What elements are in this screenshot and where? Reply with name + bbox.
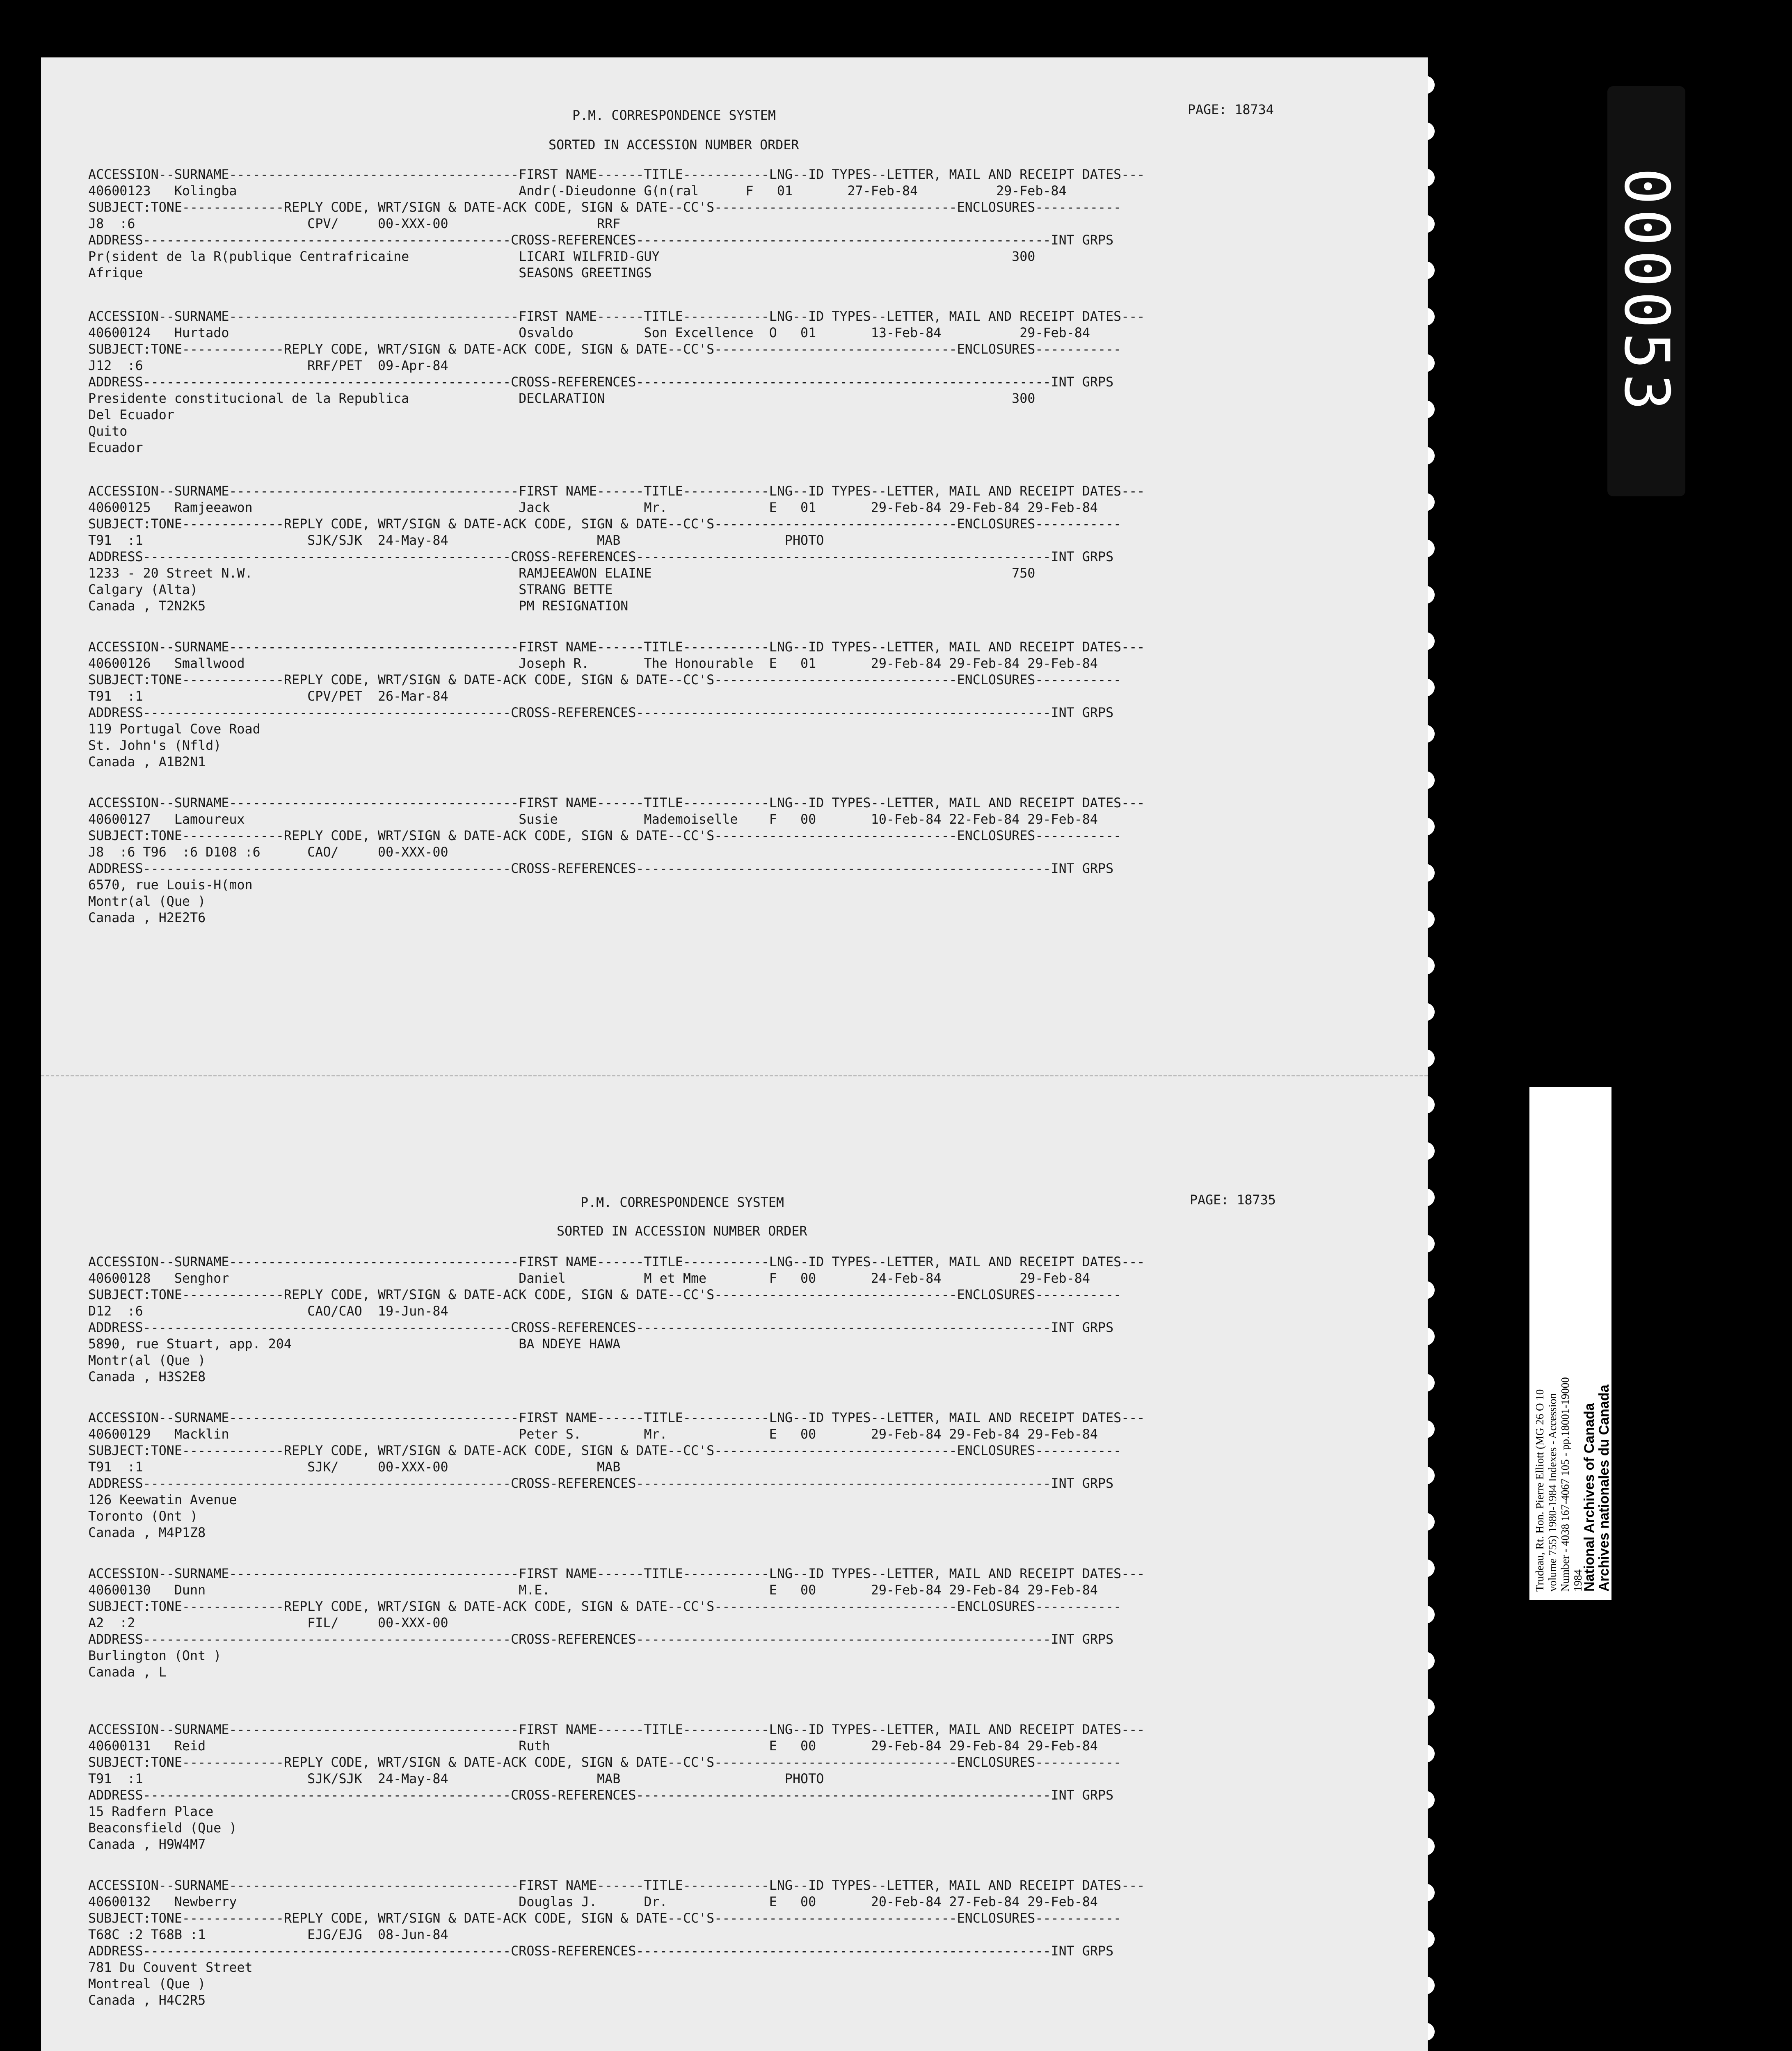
printout-line: 6570, rue Louis-H(mon — [88, 878, 253, 893]
printout-line: ACCESSION--SURNAME-------------------------------------FIRST NAME------TITLE-----------LNG--ID TYPES--LETTER, MAIL AND RECEIPT DATES--- — [88, 1255, 1145, 1270]
printout-line: 119 Portugal Cove Road — [88, 722, 261, 737]
archive-label-content — [1529, 1087, 1611, 1600]
printout-page-18734 — [41, 57, 1428, 1075]
printout-line: SUBJECT:TONE-------------REPLY CODE, WRT/SIGN & DATE-ACK CODE, SIGN & DATE--CC'S-------------------------------ENCLOSURES----------- — [88, 1599, 1122, 1614]
archive-reference-label — [1529, 1087, 1611, 1600]
printout-line: D12 :6 CAO/CAO 19-Jun-84 — [88, 1304, 448, 1319]
printout-line: ACCESSION--SURNAME-------------------------------------FIRST NAME------TITLE-----------LNG--ID TYPES--LETTER, MAIL AND RECEIPT DATES--- — [88, 640, 1145, 655]
printout-line: SUBJECT:TONE-------------REPLY CODE, WRT/SIGN & DATE-ACK CODE, SIGN & DATE--CC'S-------------------------------ENCLOSURES----------- — [88, 200, 1122, 215]
printout-line: Ecuador — [88, 441, 143, 455]
printout-line: 1233 - 20 Street N.W. RAMJEEAWON ELAINE 750 — [88, 566, 1035, 581]
printout-line: Afrique SEASONS GREETINGS — [88, 266, 652, 281]
printout-line: ACCESSION--SURNAME-------------------------------------FIRST NAME------TITLE-----------LNG--ID TYPES--LETTER, MAIL AND RECEIPT DATES--- — [88, 796, 1145, 811]
reference-line: Trudeau, Rt. Hon. Pierre Elliott (MG 26 O 10 — [1534, 1389, 1546, 1592]
page-number: PAGE: 18734 — [1188, 103, 1274, 117]
printout-line: T91 :1 SJK/ 00-XXX-00 MAB — [88, 1460, 621, 1475]
printout-line: 40600125 Ramjeeawon Jack Mr. E 01 29-Feb-84 29-Feb-84 29-Feb-84 — [88, 500, 1098, 515]
printout-line: Canada , A1B2N1 — [88, 755, 206, 770]
system-title: P.M. CORRESPONDENCE SYSTEM — [572, 108, 776, 123]
printout-line: T91 :1 CPV/PET 26-Mar-84 — [88, 689, 448, 704]
printout-line: 781 Du Couvent Street — [88, 1960, 253, 1975]
printout-line: 15 Radfern Place — [88, 1804, 214, 1819]
printout-line: 5890, rue Stuart, app. 204 BA NDEYE HAWA — [88, 1337, 621, 1352]
archives-name — [1582, 1385, 1611, 1592]
printout-line: ADDRESS-----------------------------------------------CROSS-REFERENCES-----------------------------------------------------INT GRPS — [88, 1476, 1114, 1491]
computer-printout — [41, 57, 1428, 2051]
printout-line: 126 Keewatin Avenue — [88, 1493, 237, 1507]
page-number: PAGE: 18735 — [1190, 1193, 1276, 1208]
system-title: P.M. CORRESPONDENCE SYSTEM — [581, 1195, 784, 1210]
printout-line: Canada , H4C2R5 — [88, 1993, 206, 2008]
frame-number: 000053 — [1611, 168, 1682, 415]
printout-line: 40600128 Senghor Daniel M et Mme F 00 24-Feb-84 29-Feb-84 — [88, 1271, 1090, 1286]
printout-line: ADDRESS-----------------------------------------------CROSS-REFERENCES-----------------------------------------------------INT GRPS — [88, 550, 1114, 564]
printout-line: J12 :6 RRF/PET 09-Apr-84 — [88, 359, 448, 373]
printout-line: Canada , M4P1Z8 — [88, 1526, 206, 1540]
printout-line: ACCESSION--SURNAME-------------------------------------FIRST NAME------TITLE-----------LNG--ID TYPES--LETTER, MAIL AND RECEIPT DATES--- — [88, 484, 1145, 499]
sort-order-subtitle: SORTED IN ACCESSION NUMBER ORDER — [549, 138, 799, 153]
printout-line: Del Ecuador — [88, 408, 174, 423]
printout-line: 40600126 Smallwood Joseph R. The Honourable E 01 29-Feb-84 29-Feb-84 29-Feb-84 — [88, 656, 1098, 671]
printout-line: SUBJECT:TONE-------------REPLY CODE, WRT/SIGN & DATE-ACK CODE, SIGN & DATE--CC'S-------------------------------ENCLOSURES----------- — [88, 342, 1122, 357]
printout-line: T91 :1 SJK/SJK 24-May-84 MAB PHOTO — [88, 533, 824, 548]
printout-line: ADDRESS-----------------------------------------------CROSS-REFERENCES-----------------------------------------------------INT GRPS — [88, 1632, 1114, 1647]
fonds-reference — [1534, 1377, 1584, 1592]
printout-line: Canada , L — [88, 1665, 167, 1680]
printout-line: ADDRESS-----------------------------------------------CROSS-REFERENCES-----------------------------------------------------INT GRPS — [88, 1944, 1114, 1959]
printout-line: ACCESSION--SURNAME-------------------------------------FIRST NAME------TITLE-----------LNG--ID TYPES--LETTER, MAIL AND RECEIPT DATES--- — [88, 1411, 1145, 1425]
printout-line: Presidente constitucional de la Republica DECLARATION 300 — [88, 391, 1035, 406]
printout-line: A2 :2 FIL/ 00-XXX-00 — [88, 1616, 448, 1631]
printout-line: 40600129 Macklin Peter S. Mr. E 00 29-Feb-84 29-Feb-84 29-Feb-84 — [88, 1427, 1098, 1442]
printout-line: Calgary (Alta) STRANG BETTE — [88, 582, 613, 597]
printout-line: ADDRESS-----------------------------------------------CROSS-REFERENCES-----------------------------------------------------INT GRPS — [88, 861, 1114, 876]
printout-line: T91 :1 SJK/SJK 24-May-84 MAB PHOTO — [88, 1772, 824, 1786]
printout-line: ACCESSION--SURNAME-------------------------------------FIRST NAME------TITLE-----------LNG--ID TYPES--LETTER, MAIL AND RECEIPT DATES--- — [88, 1567, 1145, 1581]
printout-line: Montr(al (Que ) — [88, 1353, 206, 1368]
sort-order-subtitle: SORTED IN ACCESSION NUMBER ORDER — [557, 1224, 807, 1239]
printout-line: J8 :6 CPV/ 00-XXX-00 RRF — [88, 217, 621, 231]
archives-name-english: National Archives of Canada — [1582, 1403, 1597, 1592]
printout-line: Toronto (Ont ) — [88, 1509, 198, 1524]
printout-line: J8 :6 T96 :6 D108 :6 CAO/ 00-XXX-00 — [88, 845, 448, 860]
printout-line: SUBJECT:TONE-------------REPLY CODE, WRT/SIGN & DATE-ACK CODE, SIGN & DATE--CC'S-------------------------------ENCLOSURES----------- — [88, 1755, 1122, 1770]
printout-line: 40600123 Kolingba Andr(-Dieudonne G(n(ral F 01 27-Feb-84 29-Feb-84 — [88, 184, 1067, 199]
printout-line: SUBJECT:TONE-------------REPLY CODE, WRT/SIGN & DATE-ACK CODE, SIGN & DATE--CC'S-------------------------------ENCLOSURES----------- — [88, 1911, 1122, 1926]
printout-line: ADDRESS-----------------------------------------------CROSS-REFERENCES-----------------------------------------------------INT GRPS — [88, 706, 1114, 720]
reference-line: volume 755) 1980-1984 Indexes - Accession — [1546, 1393, 1559, 1592]
printout-line: SUBJECT:TONE-------------REPLY CODE, WRT/SIGN & DATE-ACK CODE, SIGN & DATE--CC'S-------------------------------ENCLOSURES----------- — [88, 829, 1122, 843]
printout-line: Quito — [88, 424, 128, 439]
printout-line: SUBJECT:TONE-------------REPLY CODE, WRT/SIGN & DATE-ACK CODE, SIGN & DATE--CC'S-------------------------------ENCLOSURES----------- — [88, 517, 1122, 532]
printout-line: Pr(sident de la R(publique Centrafricaine LICARI WILFRID-GUY 300 — [88, 249, 1035, 264]
printout-line: Burlington (Ont ) — [88, 1649, 222, 1663]
printout-line: ACCESSION--SURNAME-------------------------------------FIRST NAME------TITLE-----------LNG--ID TYPES--LETTER, MAIL AND RECEIPT DATES--- — [88, 1878, 1145, 1893]
printout-line: Canada , T2N2K5 PM RESIGNATION — [88, 599, 629, 614]
reference-line: Number - 4038 167-4067 105 - pp.18001-19000 — [1559, 1377, 1571, 1592]
printout-line: 40600132 Newberry Douglas J. Dr. E 00 20-Feb-84 27-Feb-84 29-Feb-84 — [88, 1895, 1098, 1909]
printout-line: T68C :2 T68B :1 EJG/EJG 08-Jun-84 — [88, 1928, 448, 1942]
printout-line: ACCESSION--SURNAME-------------------------------------FIRST NAME------TITLE-----------LNG--ID TYPES--LETTER, MAIL AND RECEIPT DATES--- — [88, 167, 1145, 182]
printout-line: Canada , H3S2E8 — [88, 1370, 206, 1384]
printout-line: ADDRESS-----------------------------------------------CROSS-REFERENCES-----------------------------------------------------INT GRPS — [88, 375, 1114, 390]
printout-line: St. John's (Nfld) — [88, 738, 222, 753]
printout-line: Montreal (Que ) — [88, 1977, 206, 1992]
printout-line: ACCESSION--SURNAME-------------------------------------FIRST NAME------TITLE-----------LNG--ID TYPES--LETTER, MAIL AND RECEIPT DATES--- — [88, 1722, 1145, 1737]
printout-page-18735 — [41, 1075, 1428, 2051]
archives-name-french: Archives nationales du Canada — [1596, 1384, 1612, 1592]
printout-line: ADDRESS-----------------------------------------------CROSS-REFERENCES-----------------------------------------------------INT GRPS — [88, 233, 1114, 248]
printout-line: 40600131 Reid Ruth E 00 29-Feb-84 29-Feb-84 29-Feb-84 — [88, 1739, 1098, 1754]
printout-line: Canada , H9W4M7 — [88, 1837, 206, 1852]
reference-line: 1984 — [1572, 1569, 1584, 1592]
printout-line: ADDRESS-----------------------------------------------CROSS-REFERENCES-----------------------------------------------------INT GRPS — [88, 1320, 1114, 1335]
printout-line: ACCESSION--SURNAME-------------------------------------FIRST NAME------TITLE-----------LNG--ID TYPES--LETTER, MAIL AND RECEIPT DATES--- — [88, 309, 1145, 324]
printout-line: 40600127 Lamoureux Susie Mademoiselle F 00 10-Feb-84 22-Feb-84 29-Feb-84 — [88, 812, 1098, 827]
printout-line: ADDRESS-----------------------------------------------CROSS-REFERENCES-----------------------------------------------------INT GRPS — [88, 1788, 1114, 1803]
printout-line: SUBJECT:TONE-------------REPLY CODE, WRT/SIGN & DATE-ACK CODE, SIGN & DATE--CC'S-------------------------------ENCLOSURES----------- — [88, 1288, 1122, 1302]
printout-line: Montr(al (Que ) — [88, 894, 206, 909]
printout-line: SUBJECT:TONE-------------REPLY CODE, WRT/SIGN & DATE-ACK CODE, SIGN & DATE--CC'S-------------------------------ENCLOSURES----------- — [88, 1443, 1122, 1458]
printout-line: 40600124 Hurtado Osvaldo Son Excellence O 01 13-Feb-84 29-Feb-84 — [88, 326, 1090, 340]
frame-number-stamp — [1607, 86, 1685, 496]
printout-line: SUBJECT:TONE-------------REPLY CODE, WRT/SIGN & DATE-ACK CODE, SIGN & DATE--CC'S-------------------------------ENCLOSURES----------- — [88, 673, 1122, 687]
printout-line: Beaconsfield (Que ) — [88, 1821, 237, 1836]
printout-line: 40600130 Dunn M.E. E 00 29-Feb-84 29-Feb-84 29-Feb-84 — [88, 1583, 1098, 1598]
printout-line: Canada , H2E2T6 — [88, 911, 206, 925]
